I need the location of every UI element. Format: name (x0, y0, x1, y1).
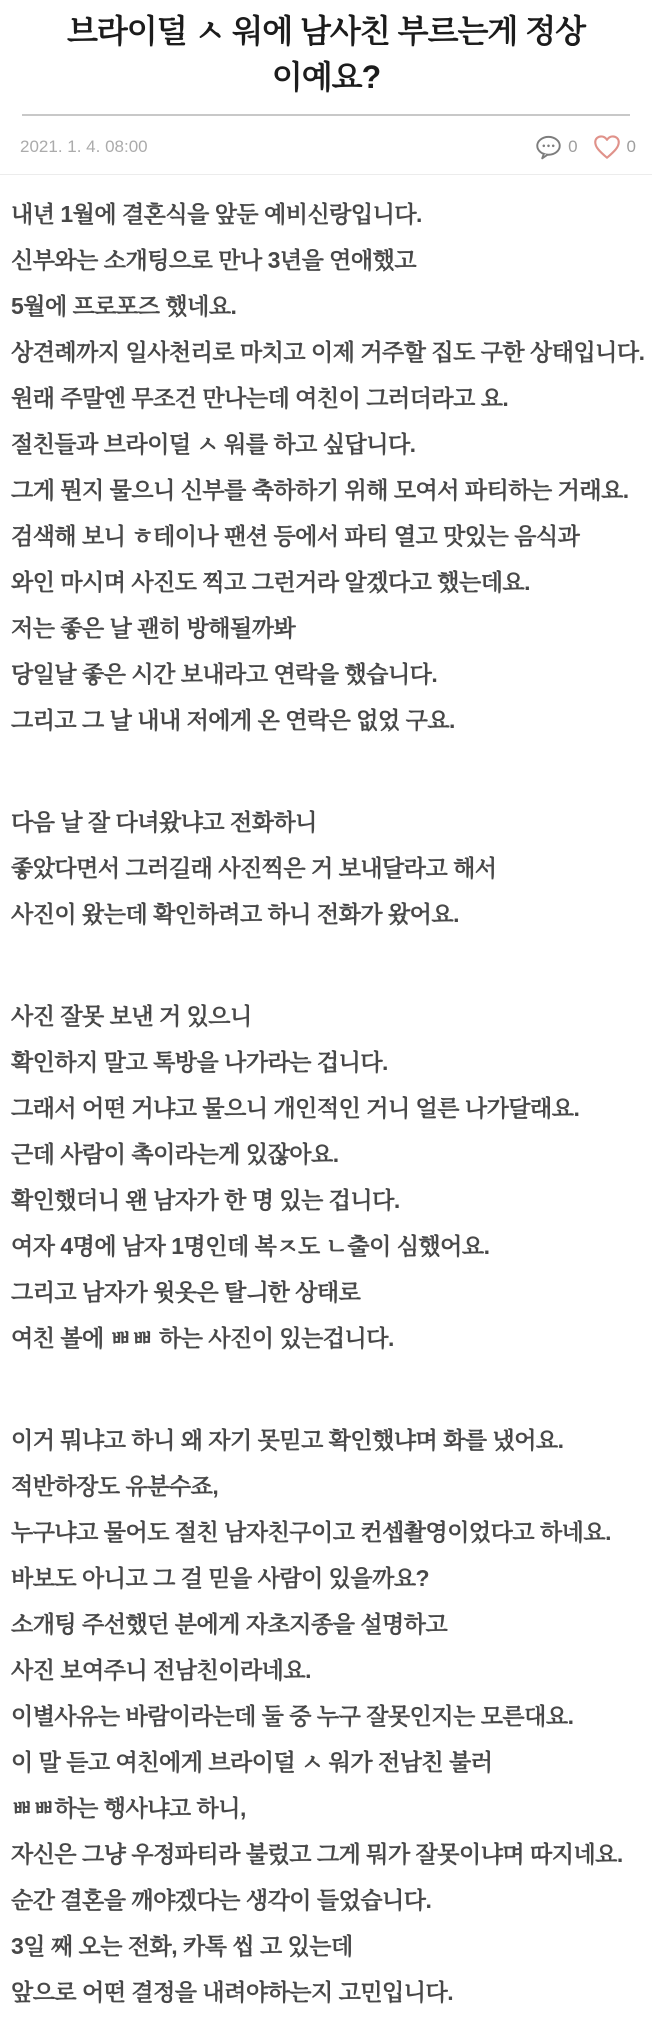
paragraph (11, 191, 645, 743)
body-line: 순간 결혼을 깨야겠다는 생각이 들었습니다. (11, 1887, 432, 1913)
body-line: 확인했더니 왠 남자가 한 명 있는 겁니다. (11, 1187, 400, 1213)
body-line: 신부와는 소개팅으로 만나 3년을 연애했고 (11, 247, 417, 273)
comment-count: 0 (568, 137, 578, 156)
body-line: 앞으로 어떤 결정을 내려야하는지 고민입니다. (11, 1979, 454, 2005)
like-button[interactable] (592, 132, 636, 162)
post-title-line: 이예요? (271, 59, 381, 95)
body-line: 적반하장도 유분수죠, (11, 1473, 219, 1499)
body-line: 그리고 남자가 윗옷은 탈ㅢ한 상태로 (11, 1279, 361, 1305)
body-line: ㅃㅃ하는 행사냐고 하니, (11, 1795, 246, 1821)
body-line: 소개팅 주선했던 분에게 자초지종을 설명하고 (11, 1611, 448, 1637)
body-line: 여자 4명에 남자 1명인데 복ㅈ도 ㄴ출이 심했어요. (11, 1233, 490, 1259)
body-line: 좋았다면서 그러길래 사진찍은 거 보내달라고 해서 (11, 855, 497, 881)
heart-icon (592, 132, 622, 162)
body-line: 내년 1월에 결혼식을 앞둔 예비신랑입니다. (11, 201, 422, 227)
post-title (16, 8, 636, 100)
body-line: 사진이 왔는데 확인하려고 하니 전화가 왔어요. (11, 901, 459, 927)
body-line: 저는 좋은 날 괜히 방해될까봐 (11, 615, 296, 641)
body-line: 그리고 그 날 내내 저에게 온 연락은 없었 구요. (11, 707, 455, 733)
body-line: 바보도 아니고 그 걸 믿을 사람이 있을까요? (11, 1565, 430, 1591)
post-date: 2021. 1. 4. 08:00 (20, 137, 148, 156)
post-meta-row (0, 116, 652, 174)
body-line: 이거 뭐냐고 하니 왜 자기 못믿고 확인했냐며 화를 냈어요. (11, 1427, 564, 1453)
body-line: 여친 볼에 ㅃㅃ 하는 사진이 있는겁니다. (11, 1325, 394, 1351)
body-line: 다음 날 잘 다녀왔냐고 전화하니 (11, 809, 317, 835)
body-line: 그래서 어떤 거냐고 물으니 개인적인 거니 얼른 나가달래요. (11, 1095, 580, 1121)
post-body (0, 175, 652, 2015)
paragraph (11, 993, 638, 1361)
post-actions (534, 132, 636, 162)
body-line: 원래 주말엔 무조건 만나는데 여친이 그러더라고 요. (11, 385, 509, 411)
body-line: 근데 사람이 촉이라는게 있잖아요. (11, 1141, 339, 1167)
post-title-line: 브라이덜 ㅅ 워에 남사친 부르는게 정상 (66, 13, 586, 49)
body-line: 사진 보여주니 전남친이라네요. (11, 1657, 312, 1683)
body-line: 당일날 좋은 시간 보내라고 연락을 했습니다. (11, 661, 438, 687)
body-line: 사진 잘못 보낸 거 있으니 (11, 1003, 252, 1029)
like-count: 0 (626, 137, 636, 156)
body-line: 이 말 듣고 여친에게 브라이덜 ㅅ 워가 전남친 불러 (11, 1749, 493, 1775)
paragraph (11, 1417, 638, 2015)
body-line: 확인하지 말고 톡방을 나가라는 겁니다. (11, 1049, 388, 1075)
paragraph (11, 799, 638, 937)
body-line: 상견례까지 일사천리로 마치고 이제 거주할 집도 구한 상태입니다. (11, 339, 645, 365)
body-line: 이별사유는 바람이라는데 둘 중 누구 잘못인지는 모른대요. (11, 1703, 574, 1729)
body-line: 누구냐고 물어도 절친 남자친구이고 컨셉촬영이었다고 하네요. (11, 1519, 612, 1545)
body-line: 검색해 보니 ㅎ테이나 팬션 등에서 파티 열고 맛있는 음식과 (11, 523, 580, 549)
comment-bubble-icon (534, 133, 563, 162)
body-line: 3일 째 오는 전화, 카톡 씹 고 있는데 (11, 1933, 353, 1959)
body-line: 그게 뭔지 물으니 신부를 축하하기 위해 모여서 파티하는 거래요. (11, 477, 629, 503)
post-header (0, 0, 652, 100)
body-line: 자신은 그냥 우정파티라 불렀고 그게 뭐가 잘못이냐며 따지네요. (11, 1841, 623, 1867)
body-line: 절친들과 브라이덜 ㅅ 워를 하고 싶답니다. (11, 431, 416, 457)
comment-button[interactable] (534, 133, 577, 162)
body-line: 5월에 프로포즈 했네요. (11, 293, 237, 319)
body-line: 와인 마시며 사진도 찍고 그런거라 알겠다고 했는데요. (11, 569, 531, 595)
